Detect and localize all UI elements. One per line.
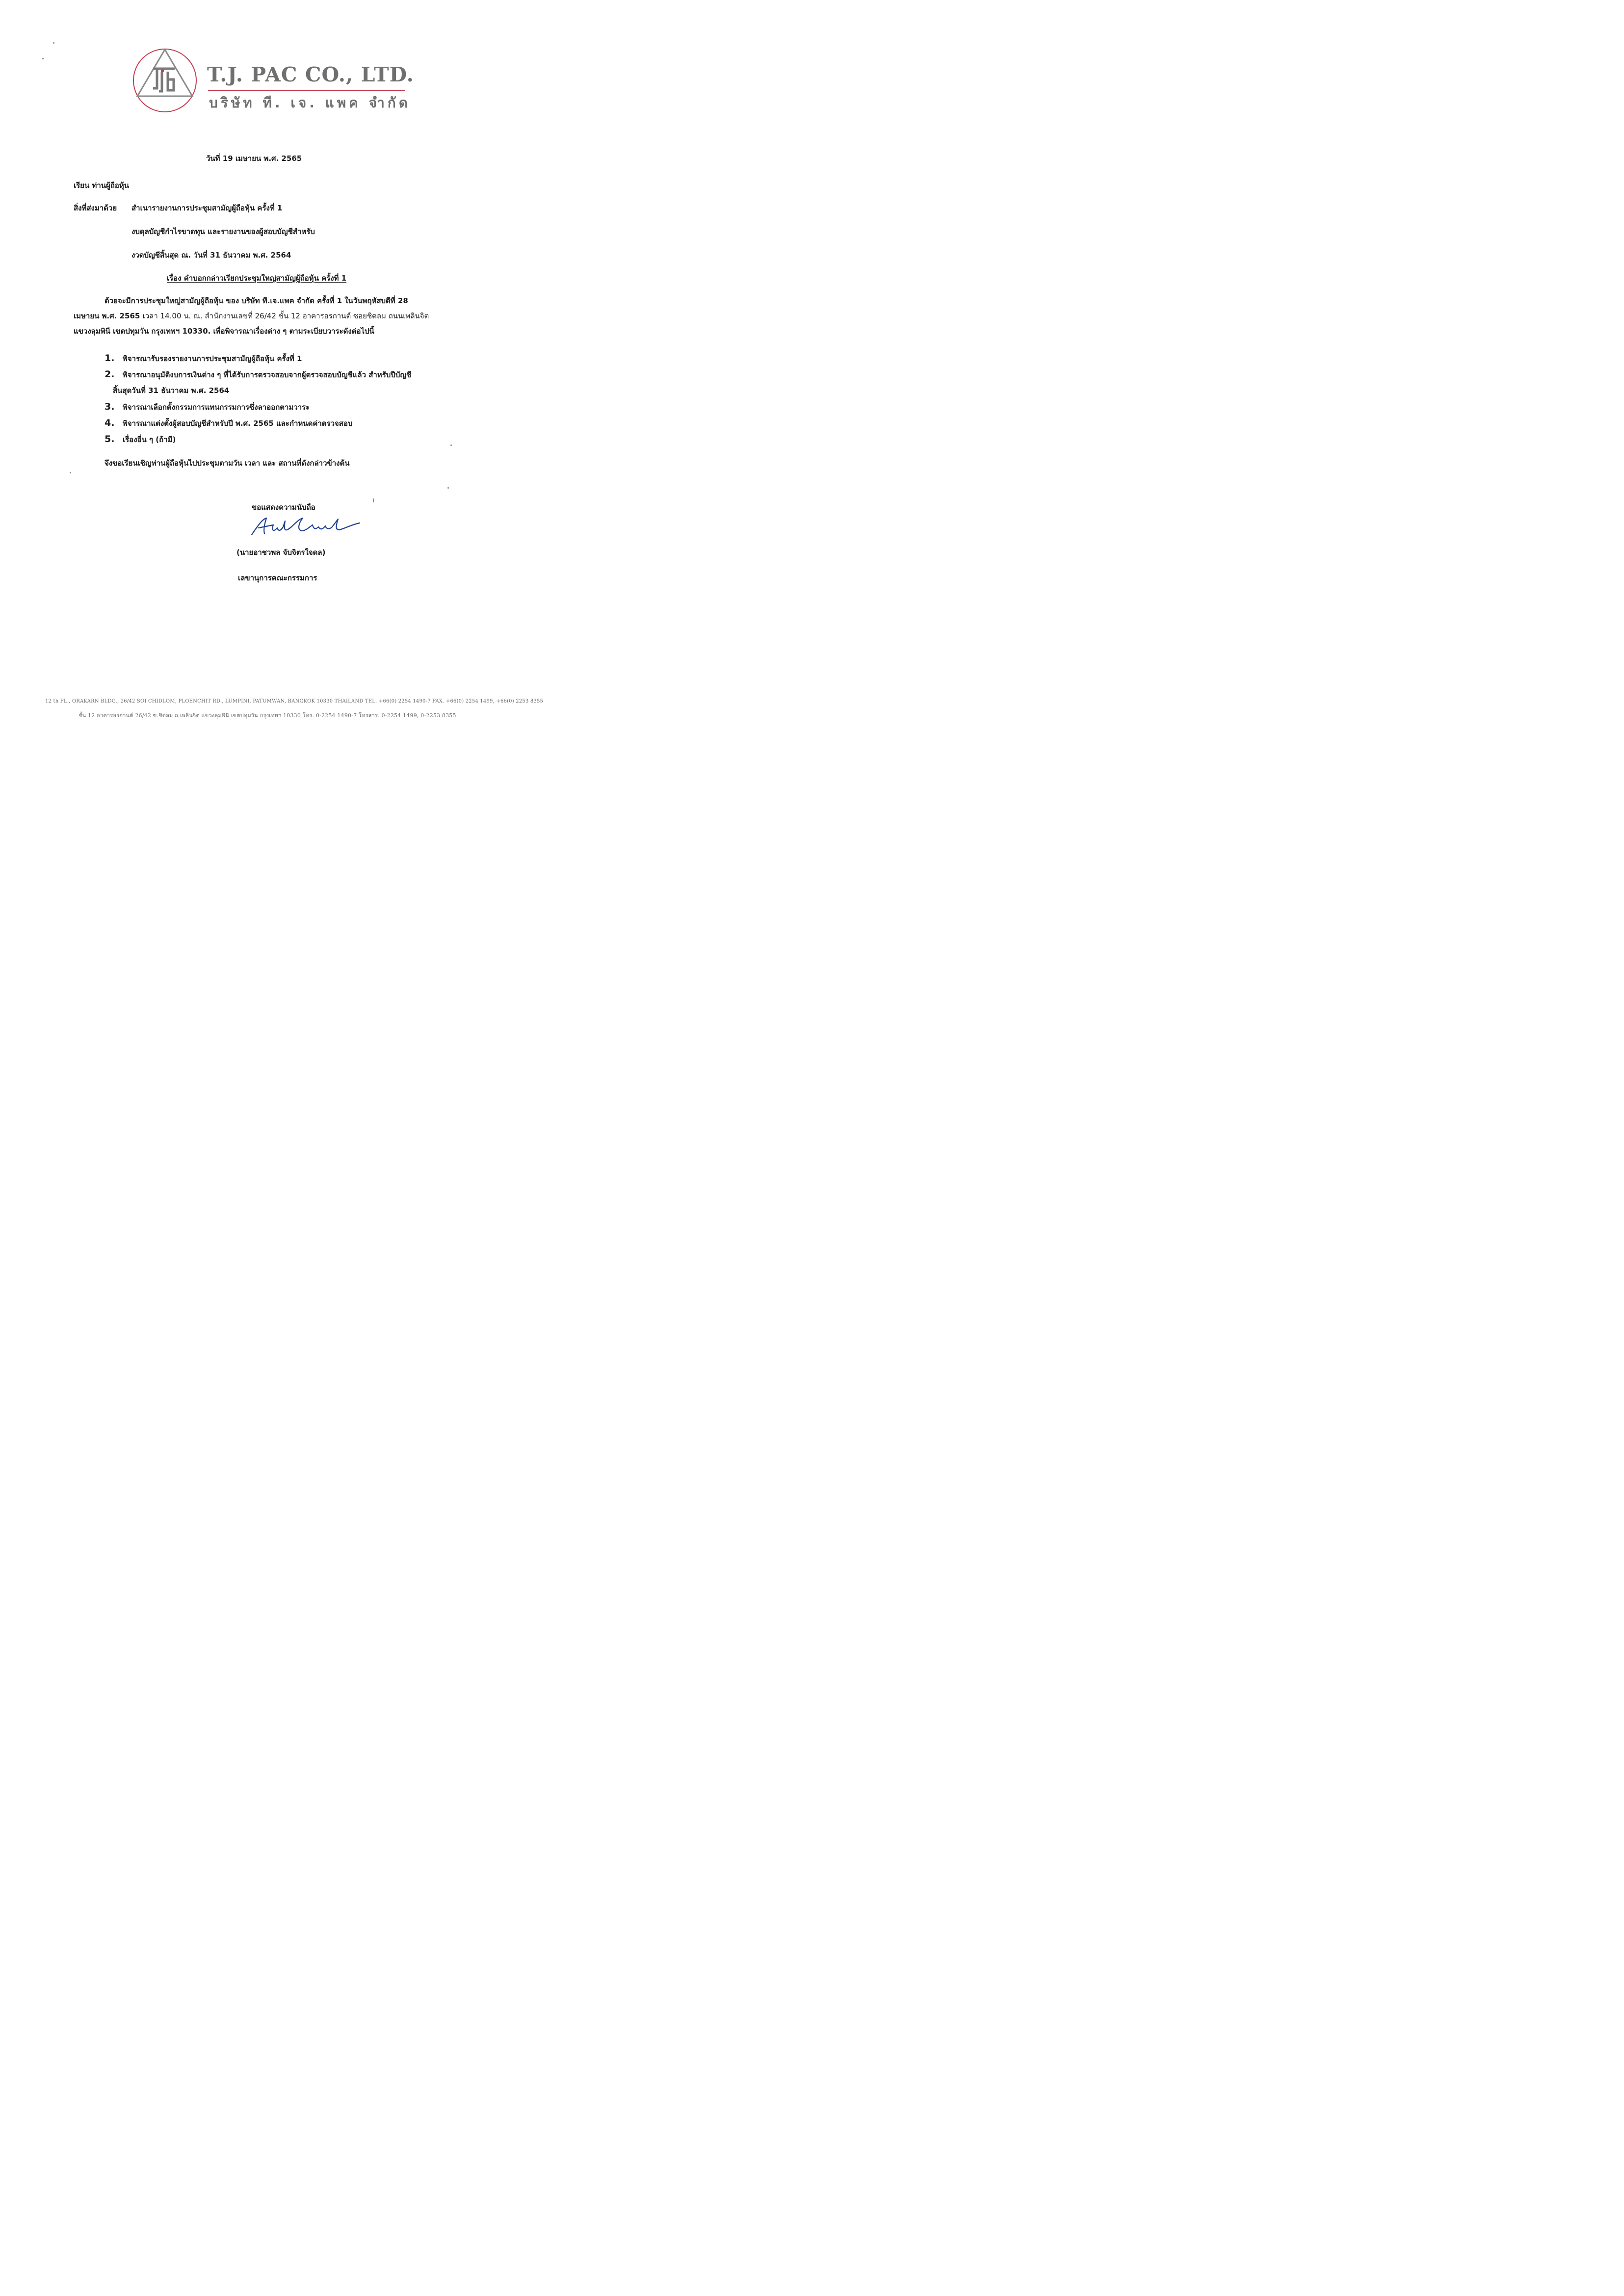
company-logo xyxy=(131,47,198,114)
agenda-number: 2. xyxy=(105,369,115,380)
enclosure-label: สิ่งที่ส่งมาด้วย xyxy=(74,204,117,212)
company-name-th: บริษัท ที. เจ. แพค จำกัด xyxy=(209,95,411,111)
agenda-item-5: เรื่องอื่น ๆ (ถ้ามี) xyxy=(123,435,176,444)
closing-line: จึงขอเรียนเชิญท่านผู้ถือหุ้นไปประชุมตามวัน เวลา และ สถานที่ดังกล่าวข้างต้น xyxy=(105,459,350,468)
regards: ขอแสดงความนับถือ xyxy=(252,503,315,512)
agenda-number: 3. xyxy=(105,401,115,412)
scan-speck xyxy=(53,42,54,44)
agenda-item-2-cont: สิ้นสุดวันที่ 31 ธันวาคม พ.ศ. 2564 xyxy=(113,386,230,395)
signer-title: เลขานุการคณะกรรมการ xyxy=(238,574,317,582)
company-name-en: T.J. PAC CO., LTD. xyxy=(207,63,414,86)
scan-speck xyxy=(373,498,374,502)
scan-speck xyxy=(447,487,449,489)
signer-name: (นายอาชวพล จับจิตรใจดล) xyxy=(236,548,326,557)
enclosure-item-3: งวดบัญชีสิ้นสุด ณ. วันที่ 31 ธันวาคม พ.ศ. 2564 xyxy=(131,251,291,260)
enclosure-item-1: สำเนารายงานการประชุมสามัญผู้ถือหุ้น ครั้งที่ 1 xyxy=(131,204,283,212)
letter-date: วันที่ 19 เมษายน พ.ศ. 2565 xyxy=(206,154,302,163)
logo-triangle xyxy=(137,50,192,96)
enclosure-item-2: งบดุลบัญชีกำไรขาดทุน และรายงานของผู้สอบบัญชีสำหรับ xyxy=(131,227,315,236)
body-line-2-rest: เวลา 14.00 น. ณ. สำนักงานเลขที่ 26/42 ชั้น 12 อาคารอรกานต์ ซอยชิดลม ถนนเพลินจิต xyxy=(142,312,429,320)
footer-address-en: 12 th FL., ORAKARN BLDG., 26/42 SOI CHIDLOM, PLOENCHIT RD., LUMPINI, PATUMWAN, BANGKOK 10330 THAILAND TEL. +66(0) 2254 1490-7 FAX. +66(0) 2254 1499, +66(0) 2253 8355 xyxy=(45,699,544,704)
logo-divider xyxy=(208,90,405,91)
logo-circle xyxy=(133,49,196,112)
letter-subject: เรื่อง คำบอกกล่าวเรียกประชุมใหญ่สามัญผู้ถือหุ้น ครั้งที่ 1 xyxy=(167,274,347,283)
agenda-number: 5. xyxy=(105,434,115,444)
body-line-2 xyxy=(74,311,429,321)
letter-recipient: เรียน ท่านผู้ถือหุ้น xyxy=(74,181,130,190)
agenda-item-2: พิจารณาอนุมัติงบการเงินต่าง ๆ ที่ได้รับการตรวจสอบจากผู้ตรวจสอบบัญชีแล้ว สำหรับปีบัญชี xyxy=(123,370,412,379)
scan-speck xyxy=(450,444,452,446)
body-date-bold: เมษายน พ.ศ. 2565 xyxy=(74,312,140,320)
scan-speck xyxy=(42,58,44,59)
footer-address-th: ชั้น 12 อาคารอรกานต์ 26/42 ซ.ชิดลม ถ.เพลินจิต แขวงลุมพินี เขตปทุมวัน กรุงเทพฯ 10330 โทร. 0-2254 1490-7 โทรสาร. 0-2254 1499, 0-2253 8355 xyxy=(79,712,456,719)
agenda-number: 4. xyxy=(105,417,115,428)
agenda-item-3: พิจารณาเลือกตั้งกรรมการแทนกรรมการซึ่งลาออกตามวาระ xyxy=(123,403,310,412)
signature xyxy=(248,516,366,538)
agenda-item-1: พิจารณารับรองรายงานการประชุมสามัญผู้ถือหุ้น ครั้งที่ 1 xyxy=(123,354,302,363)
scan-speck xyxy=(70,472,71,473)
agenda-number: 1. xyxy=(105,353,115,364)
body-line-3: แขวงลุมพินี เขตปทุมวัน กรุงเทพฯ 10330. เพื่อพิจารณาเรื่องต่าง ๆ ตามระเบียบวาระดังต่อไปนี้ xyxy=(74,327,374,336)
body-line-1: ด้วยจะมีการประชุมใหญ่สามัญผู้ถือหุ้น ของ บริษัท ที.เจ.แพค จำกัด ครั้งที่ 1 ในวันพฤหัสบดีที่ 28 xyxy=(105,296,408,305)
logo-tjp-mark xyxy=(153,69,175,91)
agenda-item-4: พิจารณาแต่งตั้งผู้สอบบัญชีสำหรับปี พ.ศ. 2565 และกำหนดค่าตรวจสอบ xyxy=(123,419,353,428)
